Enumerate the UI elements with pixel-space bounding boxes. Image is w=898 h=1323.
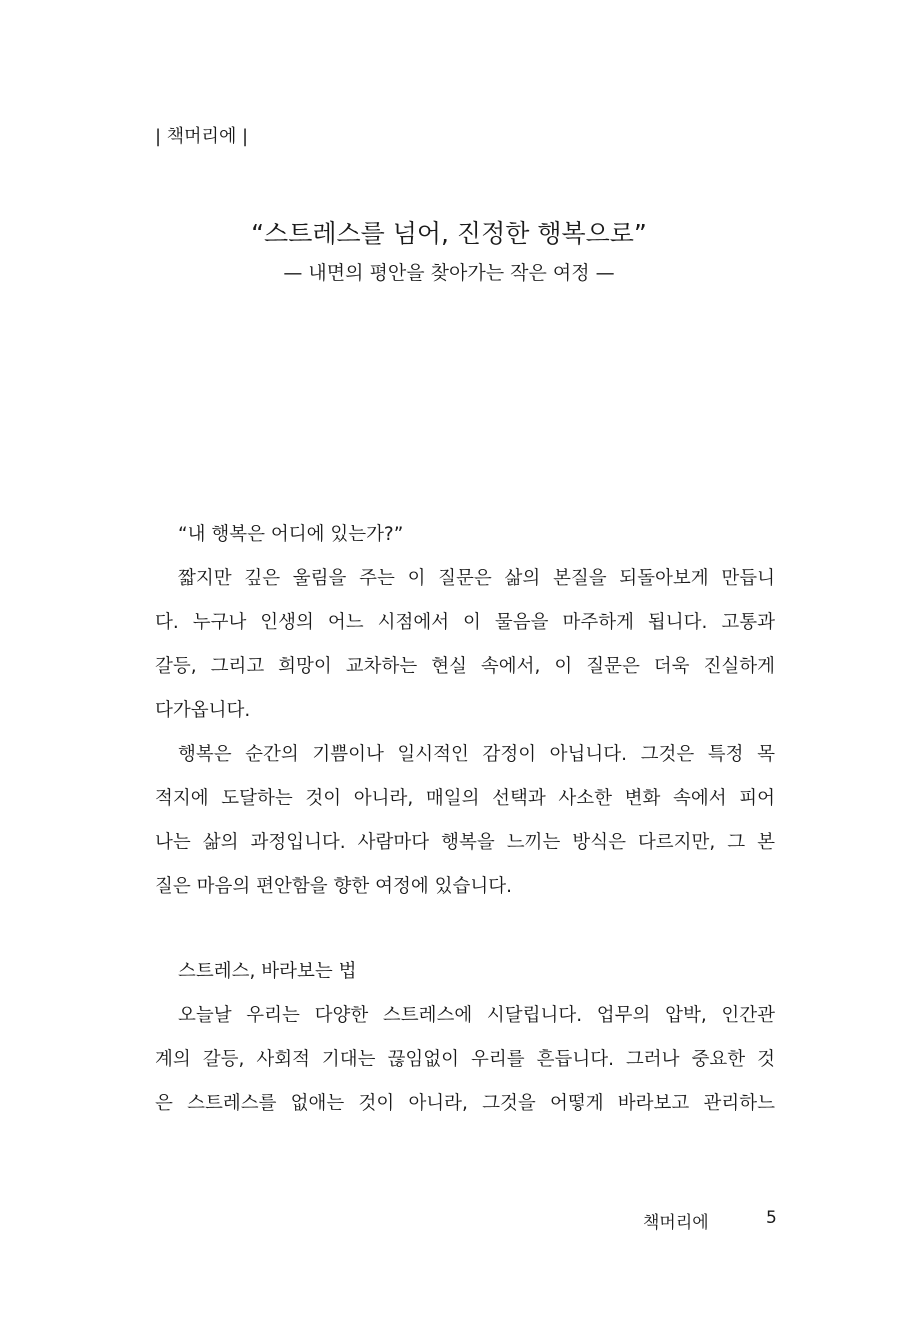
body-text-section-1: [155, 513, 775, 909]
body-text-section-2: [155, 950, 775, 1126]
section-label: | 책머리에 |: [155, 126, 249, 147]
running-footer-title: 책머리에: [643, 1213, 709, 1233]
paragraph-line: 다. 누구나 인생의 어느 시점에서 이 물음을 마주하게 됩니다. 고통과: [155, 612, 775, 633]
paragraph-line: 질은 마음의 편안함을 향한 여정에 있습니다.: [155, 876, 512, 897]
page-title: “스트레스를 넘어, 진정한 행복으로”: [251, 219, 647, 248]
page-subtitle: — 내면의 평안을 찾아가는 작은 여정 —: [283, 262, 615, 284]
paragraph-line: 적지에 도달하는 것이 아니라, 매일의 선택과 사소한 변화 속에서 피어: [155, 788, 775, 809]
page-number: 5: [766, 1208, 777, 1228]
quote-line: “내 행복은 어디에 있는가?”: [178, 524, 404, 545]
paragraph-line: 갈등, 그리고 희망이 교차하는 현실 속에서, 이 질문은 더욱 진실하게: [155, 656, 775, 677]
paragraph-line: 다가옵니다.: [155, 700, 251, 721]
section-heading: 스트레스, 바라보는 법: [178, 961, 357, 982]
paragraph-line: 오늘날 우리는 다양한 스트레스에 시달립니다. 업무의 압박, 인간관: [178, 1005, 775, 1026]
paragraph-line: 계의 갈등, 사회적 기대는 끊임없이 우리를 흔듭니다. 그러나 중요한 것: [155, 1049, 775, 1070]
paragraph-line: 짧지만 깊은 울림을 주는 이 질문은 삶의 본질을 되돌아보게 만듭니: [178, 568, 775, 589]
paragraph-line: 나는 삶의 과정입니다. 사람마다 행복을 느끼는 방식은 다르지만, 그 본: [155, 832, 775, 853]
paragraph-line: 은 스트레스를 없애는 것이 아니라, 그것을 어떻게 바라보고 관리하느: [155, 1093, 775, 1114]
paragraph-line: 행복은 순간의 기쁨이나 일시적인 감정이 아닙니다. 그것은 특정 목: [178, 744, 775, 765]
